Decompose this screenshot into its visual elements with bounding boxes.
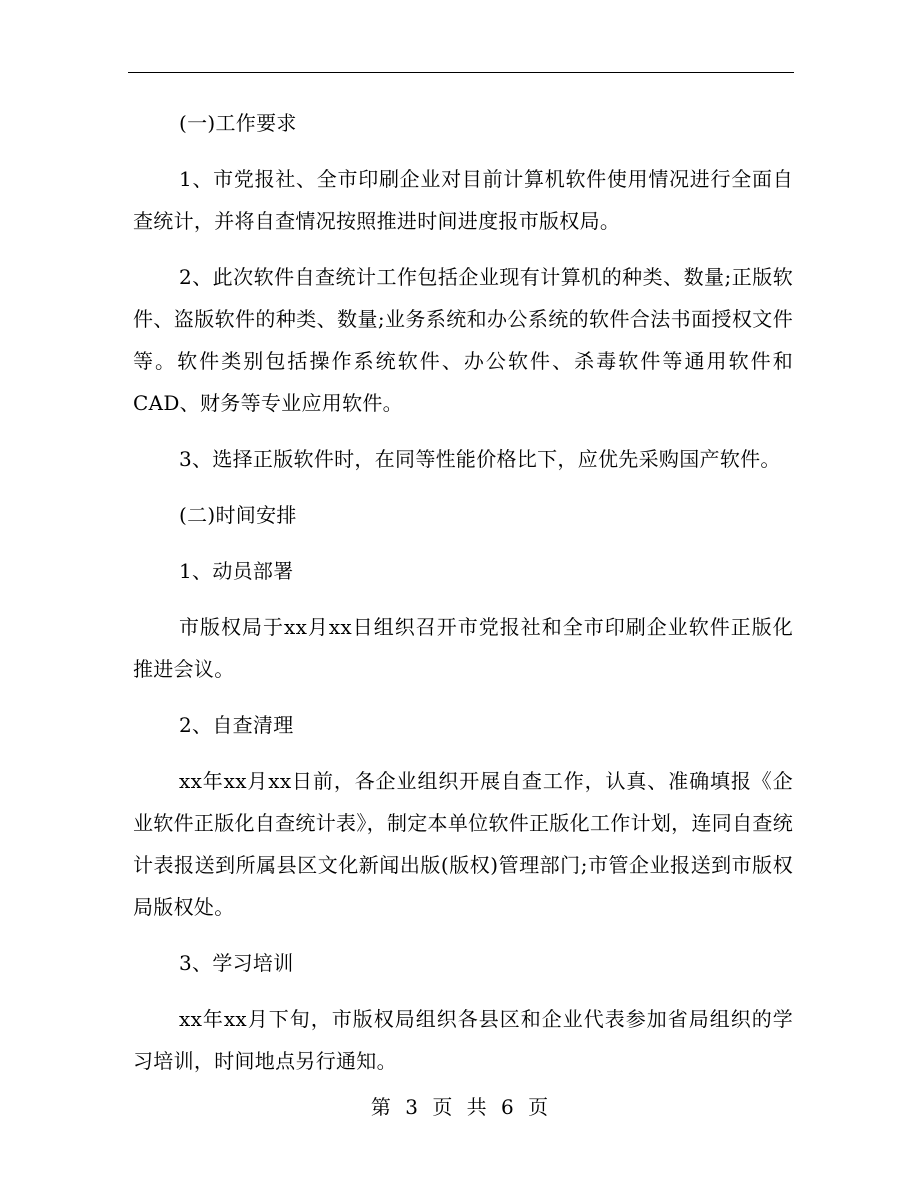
paragraph: 市版权局于xx月xx日组织召开市党报社和全市印刷企业软件正版化推进会议。 <box>133 615 793 681</box>
header-rule <box>128 72 794 73</box>
paragraph: xx年xx月xx日前，各企业组织开展自查工作，认真、准确填报《企业软件正版化自查统计表》，制定本单位软件正版化工作计划，连同自查统计表报送到所属县区文化新闻出版(版权)管理部门;市管企业报送到市版权局版权处。 <box>133 769 793 919</box>
paragraph: 2、此次软件自查统计工作包括企业现有计算机的种类、数量;正版软件、盗版软件的种类、数量;业务系统和办公系统的软件合法书面授权文件等。软件类别包括操作系统软件、办公软件、杀毒软件等通用软件和CAD、财务等专业应用软件。 <box>133 265 793 415</box>
section-heading-work-requirements: (一)工作要求 <box>179 111 297 135</box>
paragraph: xx年xx月下旬，市版权局组织各县区和企业代表参加省局组织的学习培训，时间地点另行通知。 <box>133 1007 793 1073</box>
subheading-mobilization: 1、动员部署 <box>179 559 294 583</box>
section-heading-schedule: (二)时间安排 <box>179 503 297 527</box>
page-number: 第 3 页 共 6 页 <box>370 1095 550 1119</box>
document-body <box>133 102 793 1096</box>
paragraph: 3、选择正版软件时，在同等性能价格比下，应优先采购国产软件。 <box>179 447 781 471</box>
paragraph: 1、市党报社、全市印刷企业对目前计算机软件使用情况进行全面自查统计，并将自查情况按照推进时间进度报市版权局。 <box>133 167 793 233</box>
subheading-training: 3、学习培训 <box>179 951 294 975</box>
subheading-self-check: 2、自查清理 <box>179 713 294 737</box>
